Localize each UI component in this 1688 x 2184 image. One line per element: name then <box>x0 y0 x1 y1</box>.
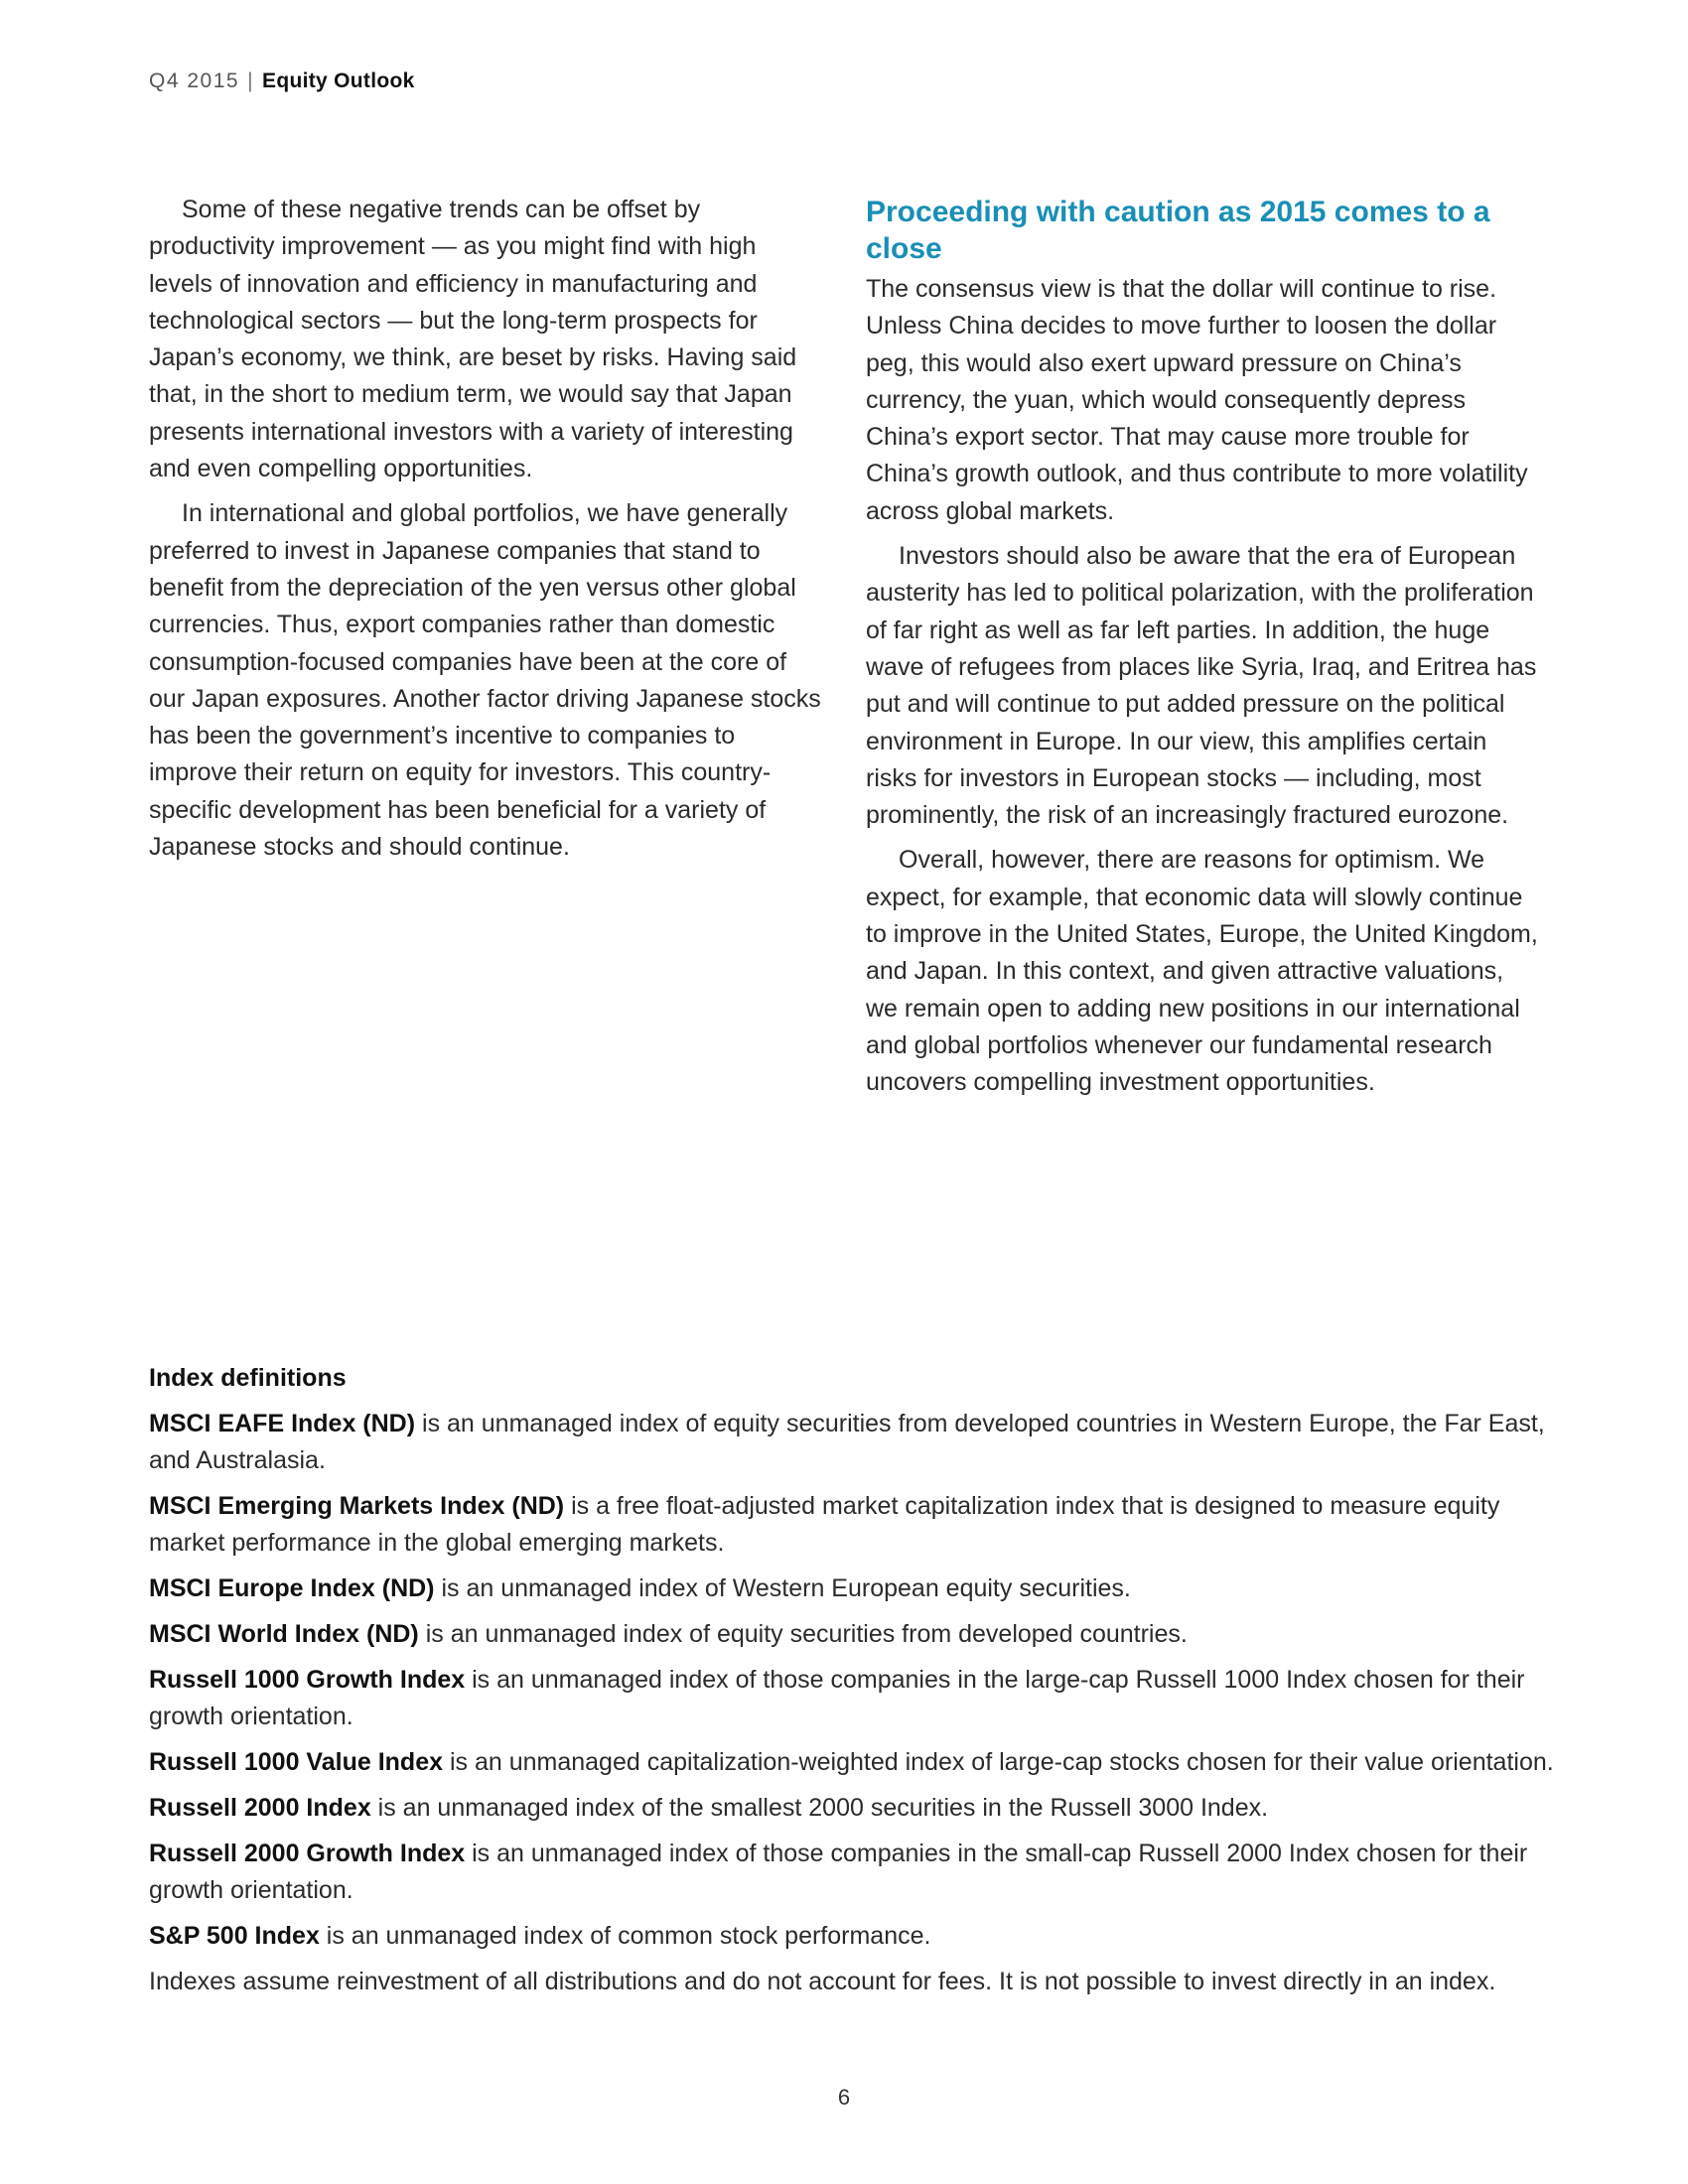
definition-text: is an unmanaged index of Western European equity securities. <box>434 1574 1131 1602</box>
definition-item <box>149 1616 1559 1653</box>
definition-term: MSCI Europe Index (ND) <box>149 1574 435 1602</box>
definition-text: is an unmanaged index of those companies in the large-cap Russell 1000 Index chosen for their growth orientation. <box>149 1666 1525 1730</box>
index-disclaimer: Indexes assume reinvestment of all distributions and do not account for fees. It is not possible to invest directly in an index. <box>149 1968 1496 1995</box>
right-paragraph-3: Overall, however, there are reasons for optimism. We expect, for example, that economic data will slowly continue to improve in the United States, Europe, the United Kingdom, and Japan. In this context, and given attractive valuations, we remain open to adding new positions in our international and global portfolios whenever our fundamental research uncovers compelling investment opportunities. <box>866 846 1538 1097</box>
definition-term: MSCI EAFE Index (ND) <box>149 1410 416 1437</box>
section-heading: Proceeding with caution as 2015 comes to a close <box>866 196 1490 265</box>
header-separator: | <box>247 69 255 92</box>
definition-text: is an unmanaged index of the smallest 2000 securities in the Russell 3000 Index. <box>370 1794 1269 1822</box>
page-number: 6 <box>837 2085 851 2110</box>
header-quarter: Q4 2015 <box>149 69 240 92</box>
right-column <box>866 192 1541 1110</box>
definition-item <box>149 1570 1559 1607</box>
definition-text: is an unmanaged index of common stock performance. <box>319 1922 931 1950</box>
right-paragraph-1: The consensus view is that the dollar will continue to rise. Unless China decides to move further to loosen the dollar peg, this would also exert upward pressure on China’s currency, the yuan, which would consequently depress China’s export sector. That may cause more trouble for China’s growth outlook, and thus contribute to more volatility across global markets. <box>866 275 1528 525</box>
definition-text: is an unmanaged index of those companies in the small-cap Russell 2000 Index chosen for their growth orientation. <box>149 1840 1528 1904</box>
definition-text: is an unmanaged capitalization-weighted index of large-cap stocks chosen for their value orientation. <box>443 1748 1554 1776</box>
left-paragraph-2: In international and global portfolios, we have generally preferred to invest in Japanese companies that stand to benefit from the depreciation of the yen versus other global currencies. Thus, export companies rather than domestic consumption-focused companies have been at the core of our Japan exposures. Another factor driving Japanese stocks has been the government’s incentive to companies to improve their return on equity for investors. This country-specific development has been beneficial for a variety of Japanese stocks and should continue. <box>149 499 821 862</box>
page-header <box>149 69 415 93</box>
definition-term: Russell 2000 Growth Index <box>149 1840 466 1867</box>
definition-term: Russell 2000 Index <box>149 1794 371 1822</box>
definition-item <box>149 1662 1559 1735</box>
definition-item <box>149 1918 1559 1955</box>
definition-term: Russell 1000 Growth Index <box>149 1666 466 1694</box>
definition-text: is an unmanaged index of equity securities from developed countries in Western Europe, the Far East, and Australasia. <box>149 1410 1545 1474</box>
index-definitions-title: Index definitions <box>149 1364 347 1392</box>
definition-term: MSCI Emerging Markets Index (ND) <box>149 1492 565 1520</box>
definition-item <box>149 1836 1559 1909</box>
left-paragraph-1: Some of these negative trends can be offset by productivity improvement — as you might find with high levels of innovation and efficiency in manufacturing and technological sectors — but the long-term prospects for Japan’s economy, we think, are beset by risks. Having said that, in the short to medium term, we would say that Japan presents international investors with a variety of interesting and even compelling opportunities. <box>149 196 797 483</box>
definition-item <box>149 1406 1559 1479</box>
definition-text: is a free float-adjusted market capitalization index that is designed to measure equity market performance in the global emerging markets. <box>149 1492 1500 1557</box>
definition-term: Russell 1000 Value Index <box>149 1748 443 1776</box>
header-title: Equity Outlook <box>262 69 415 92</box>
definition-term: MSCI World Index (ND) <box>149 1620 419 1648</box>
left-column <box>149 192 824 874</box>
index-definitions <box>149 1360 1559 2000</box>
definition-item <box>149 1488 1559 1562</box>
right-paragraph-2: Investors should also be aware that the era of European austerity has led to political polarization, with the proliferation of far right as well as far left parties. In addition, the huge wave of refugees from places like Syria, Iraq, and Eritrea has put and will continue to put added pressure on the political environment in Europe. In our view, this amplifies certain risks for investors in European stocks — including, most prominently, the risk of an increasingly fractured eurozone. <box>866 542 1537 830</box>
definition-text: is an unmanaged index of equity securities from developed countries. <box>418 1620 1188 1648</box>
definition-item <box>149 1744 1559 1781</box>
definition-item <box>149 1790 1559 1827</box>
definition-term: S&P 500 Index <box>149 1922 320 1950</box>
